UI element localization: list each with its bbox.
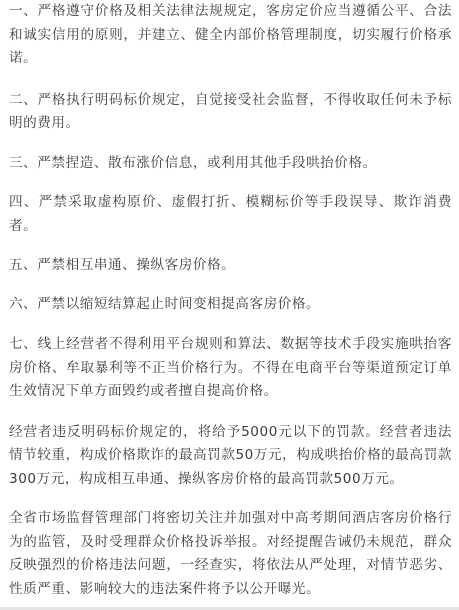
paragraph-1: 一、严格遵守价格及相关法律法规规定，客房定价应当遵循公平、合法和诚实信用的原则，并建立、健全内部价格管理制度，切实履行价格承诺。 bbox=[9, 3, 452, 66]
paragraph-4: 四、严禁采取虚构原价、虚假打折、模糊标价等手段误导、欺诈消费者。 bbox=[9, 194, 452, 234]
paragraph-2: 二、严格执行明码标价规定，自觉接受社会监督，不得收取任何未予标明的费用。 bbox=[9, 91, 452, 131]
paragraph-3: 三、严禁捏造、散布涨价信息，或利用其他手段哄抬价格。 bbox=[9, 154, 377, 171]
paragraph-5: 五、严禁相互串通、操纵客房价格。 bbox=[9, 257, 236, 273]
paragraph-8: 经营者违反明码标价规定的，将给予5000元以下的罚款。经营者违法情节较重，构成价格欺诈的最高罚款50万元，构成哄抬价格的最高罚款300万元，构成相互串通、操纵客房价格的最高罚款500万元。 bbox=[9, 423, 452, 487]
paragraph-9: 全省市场监督管理部门将密切关注并加强对中高考期间酒店客房价格行为的监管，及时受理群众价格投诉举报。对经提醒告诫仍未规范，群众反映强烈的价格违法问题，一经查实，将依法从严处理，对情节恶劣、性质严重、影响较大的违法案件将予以公开曝光。 bbox=[9, 510, 452, 597]
paragraph-7: 七、线上经营者不得利用平台规则和算法、数据等技术手段实施哄抬客房价格、牟取暴利等不正当价格行为。不得在电商平台等渠道预定订单生效情况下单方面毁约或者擅自提高价格。 bbox=[9, 336, 452, 399]
paragraph-6: 六、严禁以缩短结算起止时间变相提高客房价格。 bbox=[9, 295, 321, 312]
